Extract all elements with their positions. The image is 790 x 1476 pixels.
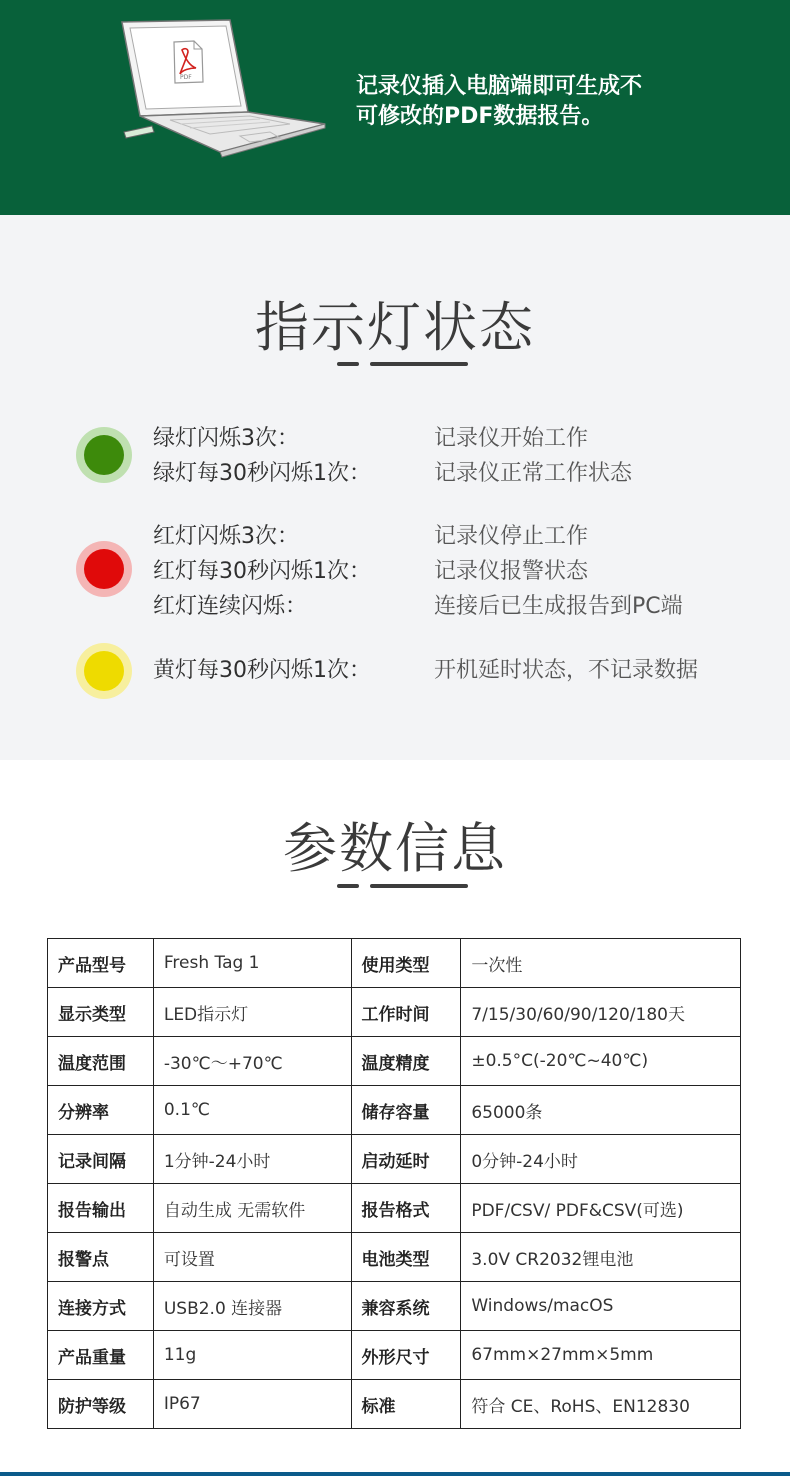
spec-value: 可设置 <box>153 1233 351 1282</box>
spec-key: 使用类型 <box>351 939 461 988</box>
spec-key: 报告格式 <box>351 1184 461 1233</box>
green-led-icon <box>76 427 132 483</box>
spec-key: 温度精度 <box>351 1037 461 1086</box>
laptop-icon <box>110 12 340 162</box>
spec-key: 储存容量 <box>351 1086 461 1135</box>
spec-key: 连接方式 <box>48 1282 154 1331</box>
green-meaning-1: 记录仪开始工作 <box>434 426 589 451</box>
spec-key: 分辨率 <box>48 1086 154 1135</box>
params-underline-short <box>337 884 359 888</box>
led-section-title: 指示灯状态 <box>255 296 535 359</box>
bottom-divider <box>0 1472 790 1476</box>
red-signal-3: 红灯连续闪烁： <box>153 594 308 619</box>
red-signal-2: 红灯每30秒闪烁1次： <box>153 559 371 584</box>
table-row <box>48 988 741 1037</box>
spec-value: 0分钟-24小时 <box>461 1135 741 1184</box>
spec-key: 外形尺寸 <box>351 1331 461 1380</box>
spec-key: 兼容系统 <box>351 1282 461 1331</box>
red-meaning-2: 记录仪报警状态 <box>434 559 589 584</box>
green-meaning-2: 记录仪正常工作状态 <box>434 461 633 486</box>
green-signal-2: 绿灯每30秒闪烁1次： <box>153 461 371 486</box>
yellow-meaning-1: 开机延时状态，不记录数据 <box>434 658 699 683</box>
spec-value: -30℃～+70℃ <box>153 1037 351 1086</box>
table-row <box>48 1037 741 1086</box>
table-row <box>48 939 741 988</box>
spec-value: 3.0V CR2032锂电池 <box>461 1233 741 1282</box>
spec-table <box>47 938 741 1429</box>
spec-value: 0.1℃ <box>153 1086 351 1135</box>
hero-banner <box>0 0 790 215</box>
spec-value: Windows/macOS <box>461 1282 741 1331</box>
spec-value: 7/15/30/60/90/120/180天 <box>461 988 741 1037</box>
spec-value: 符合 CE、RoHS、EN12830 <box>461 1380 741 1429</box>
spec-key: 启动延时 <box>351 1135 461 1184</box>
red-signal-1: 红灯闪烁3次： <box>153 524 299 549</box>
red-meaning-3: 连接后已生成报告到PC端 <box>434 594 683 619</box>
spec-key: 显示类型 <box>48 988 154 1037</box>
yellow-led-icon <box>76 643 132 699</box>
spec-key: 标准 <box>351 1380 461 1429</box>
spec-value: PDF/CSV/ PDF&CSV(可选) <box>461 1184 741 1233</box>
spec-value: 一次性 <box>461 939 741 988</box>
spec-key: 报警点 <box>48 1233 154 1282</box>
spec-key: 报告输出 <box>48 1184 154 1233</box>
table-row <box>48 1086 741 1135</box>
table-row <box>48 1233 741 1282</box>
red-led-icon <box>76 541 132 597</box>
spec-value: ±0.5°C(-20℃~40℃) <box>461 1037 741 1086</box>
spec-value: IP67 <box>153 1380 351 1429</box>
hero-line-1: 记录仪插入电脑端即可生成不 <box>356 74 643 99</box>
pdf-icon-label: PDF <box>180 74 192 81</box>
table-row <box>48 1331 741 1380</box>
spec-value: 1分钟-24小时 <box>153 1135 351 1184</box>
spec-value: USB2.0 连接器 <box>153 1282 351 1331</box>
green-signal-1: 绿灯闪烁3次： <box>153 426 299 451</box>
spec-key: 温度范围 <box>48 1037 154 1086</box>
yellow-signal-1: 黄灯每30秒闪烁1次： <box>153 658 371 683</box>
spec-value: 11g <box>153 1331 351 1380</box>
table-row <box>48 1184 741 1233</box>
hero-caption <box>356 72 642 132</box>
params-section-title: 参数信息 <box>283 817 507 880</box>
spec-value: LED指示灯 <box>153 988 351 1037</box>
title-underline-short <box>337 362 359 366</box>
spec-key: 产品型号 <box>48 939 154 988</box>
spec-key: 产品重量 <box>48 1331 154 1380</box>
red-meaning-1: 记录仪停止工作 <box>434 524 589 549</box>
spec-value: Fresh Tag 1 <box>153 939 351 988</box>
title-underline-long <box>370 362 468 366</box>
spec-key: 电池类型 <box>351 1233 461 1282</box>
spec-value: 自动生成 无需软件 <box>153 1184 351 1233</box>
spec-value: 65000条 <box>461 1086 741 1135</box>
spec-key: 记录间隔 <box>48 1135 154 1184</box>
params-underline-long <box>370 884 468 888</box>
spec-key: 工作时间 <box>351 988 461 1037</box>
table-row <box>48 1282 741 1331</box>
spec-value: 67mm×27mm×5mm <box>461 1331 741 1380</box>
spec-key: 防护等级 <box>48 1380 154 1429</box>
hero-line-2: 可修改的PDF数据报告。 <box>356 104 604 129</box>
table-row <box>48 1135 741 1184</box>
table-row <box>48 1380 741 1429</box>
